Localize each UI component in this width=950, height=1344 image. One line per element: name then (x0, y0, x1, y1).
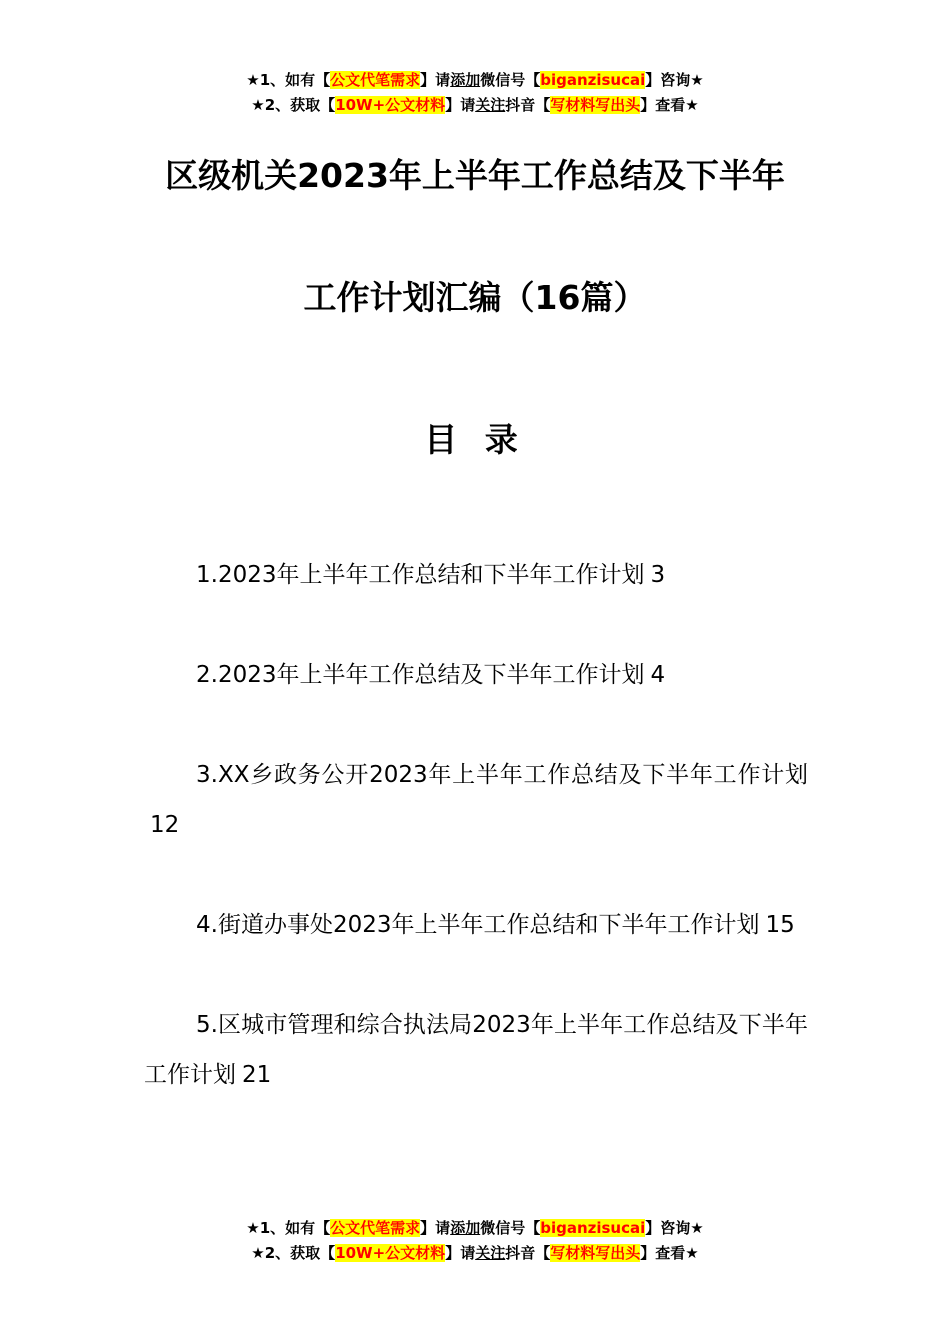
toc-item[interactable] (144, 550, 808, 600)
notice-highlight: biganzisucai (540, 1219, 646, 1237)
header-notice-line-2 (0, 93, 950, 118)
footer-notice-line-2 (0, 1241, 950, 1266)
notice-highlight: 10W+公文材料 (335, 1244, 446, 1262)
toc-item-text: 4.街道办事处2023年上半年工作总结和下半年工作计划 (196, 912, 760, 938)
toc-item-text: 5.区城市管理和综合执法局2023年上半年工作总结及下半年工作计划 (144, 1012, 808, 1088)
table-of-contents (144, 550, 808, 1150)
toc-page-number: 4 (650, 662, 666, 688)
header-notice-line-1 (0, 68, 950, 93)
notice-highlight: biganzisucai (540, 71, 646, 89)
toc-item[interactable] (144, 650, 808, 700)
notice-text: 】咨询★ (645, 71, 704, 89)
notice-text: 抖音【 (505, 96, 551, 114)
document-title-line-2: 工作计划汇编（16篇） (303, 278, 647, 317)
notice-text: 抖音【 (505, 1244, 551, 1262)
notice-text: 微信号【 (480, 1219, 541, 1237)
toc-item[interactable] (144, 750, 808, 850)
notice-text: ★1、如有【 (246, 71, 331, 89)
toc-page-number: 15 (765, 912, 795, 938)
notice-text: 】咨询★ (645, 1219, 704, 1237)
notice-text: 】请 (445, 1244, 476, 1262)
notice-underlined: 关注 (475, 96, 506, 114)
toc-item-text: 2.2023年上半年工作总结及下半年工作计划 (196, 662, 645, 688)
notice-underlined: 添加 (450, 1219, 481, 1237)
footer-notice (0, 1216, 950, 1266)
toc-heading: 目 录 (424, 420, 526, 459)
toc-item-text: 1.2023年上半年工作总结和下半年工作计划 (196, 562, 645, 588)
toc-page-number: 21 (242, 1062, 272, 1088)
header-notice (0, 68, 950, 118)
toc-item-text: 3.XX乡政务公开2023年上半年工作总结及下半年工作计划 (196, 762, 808, 788)
notice-text: 】请 (420, 71, 451, 89)
notice-highlight: 公文代笔需求 (330, 71, 421, 89)
notice-underlined: 添加 (450, 71, 481, 89)
notice-text: ★1、如有【 (246, 1219, 331, 1237)
notice-highlight: 10W+公文材料 (335, 96, 446, 114)
toc-page-number: 12 (150, 812, 180, 838)
notice-underlined: 关注 (475, 1244, 506, 1262)
document-title-line-1: 区级机关2023年上半年工作总结及下半年 (165, 156, 785, 195)
notice-text: ★2、获取【 (251, 1244, 336, 1262)
notice-highlight: 写材料写出头 (550, 1244, 641, 1262)
notice-highlight: 写材料写出头 (550, 96, 641, 114)
toc-page-number: 3 (650, 562, 666, 588)
notice-text: 】请 (445, 96, 476, 114)
notice-text: ★2、获取【 (251, 96, 336, 114)
notice-text: 微信号【 (480, 71, 541, 89)
notice-text: 】查看★ (640, 96, 699, 114)
footer-notice-line-1 (0, 1216, 950, 1241)
toc-item[interactable] (144, 1000, 808, 1100)
notice-highlight: 公文代笔需求 (330, 1219, 421, 1237)
notice-text: 】查看★ (640, 1244, 699, 1262)
toc-item[interactable] (144, 900, 808, 950)
notice-text: 】请 (420, 1219, 451, 1237)
